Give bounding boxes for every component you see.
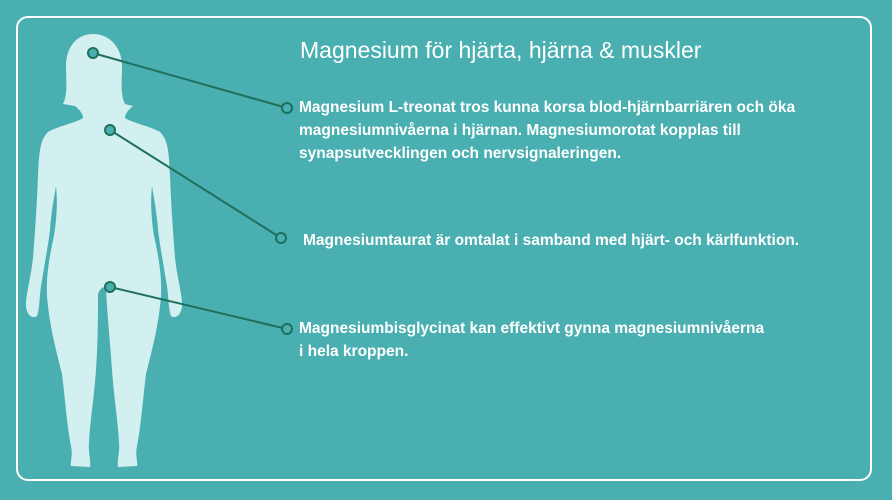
note-brain xyxy=(299,96,819,165)
marker-dot-muscles xyxy=(105,282,115,292)
end-dot-muscles xyxy=(282,324,292,334)
note-line: Magnesiumtaurat är omtalat i samband med hjärt- och kärlfunktion. xyxy=(303,232,800,249)
marker-dot-brain xyxy=(88,48,98,58)
note-line: Magnesium L-treonat tros kunna korsa blod-hjärnbarriären och öka xyxy=(299,99,796,116)
page-title: Magnesium för hjärta, hjärna & muskler xyxy=(300,37,702,63)
note-line: magnesiumnivåerna i hjärnan. Magnesiumorotat kopplas till xyxy=(299,122,741,139)
note-muscles xyxy=(299,317,799,363)
note-heart xyxy=(303,229,863,252)
note-line: Magnesiumbisglycinat kan effektivt gynna magnesiumnivåerna xyxy=(299,320,765,337)
body-silhouette xyxy=(26,34,182,467)
note-line: synapsutvecklingen och nervsignaleringen. xyxy=(299,145,622,162)
end-dot-heart xyxy=(276,233,286,243)
marker-dot-heart xyxy=(105,125,115,135)
note-line: i hela kroppen. xyxy=(299,343,409,360)
end-dot-brain xyxy=(282,103,292,113)
